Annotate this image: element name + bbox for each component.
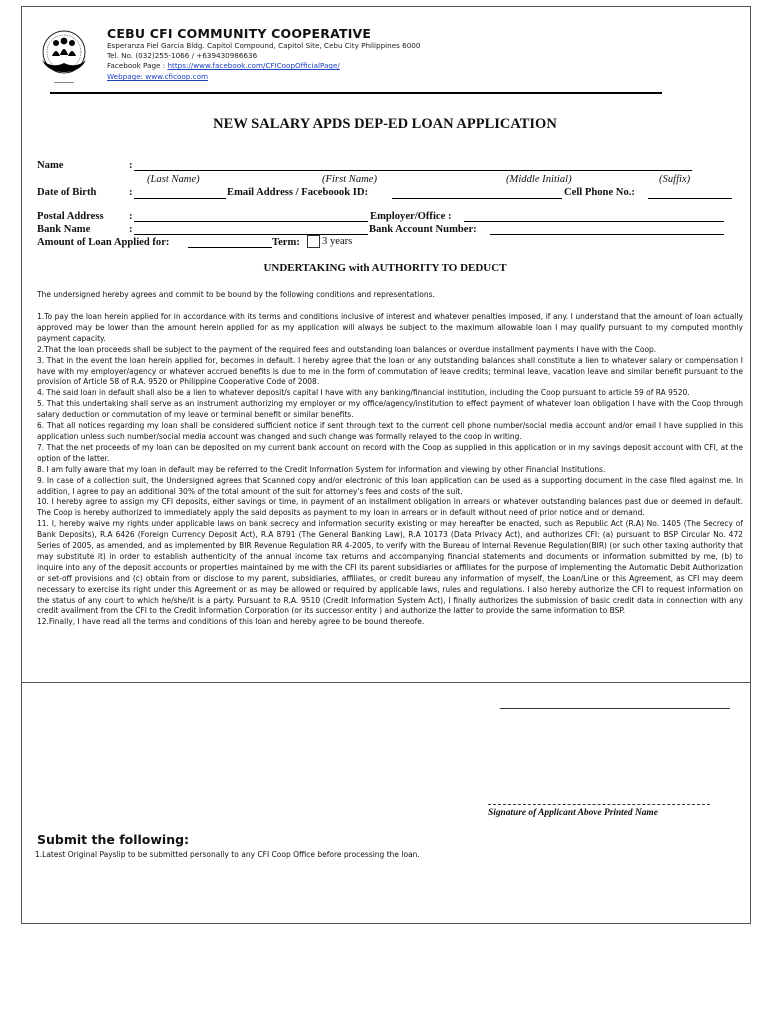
first-name-caption: (First Name) bbox=[322, 174, 378, 185]
term-label: Term: bbox=[272, 237, 300, 248]
cooperative-logo-icon bbox=[34, 26, 94, 90]
middle-initial-caption: (Middle Initial) bbox=[506, 174, 572, 185]
cell-phone-label: Cell Phone No.: bbox=[564, 187, 635, 198]
term-item: 12.Finally, I have read all the terms and conditions of this loan and hereby agree to be bound thereofe. bbox=[37, 617, 425, 627]
postal-address-label: Postal Address bbox=[37, 211, 104, 222]
signature-label: Signature of Applicant Above Printed Name bbox=[488, 808, 658, 818]
email-field[interactable] bbox=[392, 198, 562, 199]
cell-phone-field[interactable] bbox=[648, 198, 732, 199]
term-item: 2.That the loan proceeds shall be subject to the payment of the required fees and outstanding loan balances or overdue installment payments I have with the Coop. bbox=[37, 344, 657, 354]
term-item: 6. That all notices regarding my loan shall be considered sufficient notice if sent through text to the current cell phone number/social media account and/or email I have supplied in this application unless such number/social media account was changed and such change was formally relayed to the coop in writing. bbox=[37, 421, 743, 441]
loan-amount-label: Amount of Loan Applied for: bbox=[37, 237, 170, 248]
facebook-line bbox=[107, 61, 340, 70]
webpage-link[interactable]: Webpage: www.cficoop.com bbox=[107, 72, 209, 81]
facebook-link[interactable]: https://www.facebook.com/CFICoopOfficialPage/ bbox=[167, 61, 340, 70]
dob-label: Date of Birth bbox=[37, 187, 97, 198]
bank-account-field[interactable] bbox=[490, 234, 724, 235]
dob-field[interactable] bbox=[134, 198, 226, 199]
bank-name-colon: : bbox=[129, 224, 133, 235]
term-item: 9. In case of a collection suit, the Undersigned agrees that Scanned copy and/or electronic of this loan application can be used as a supporting document in the case filed against me. In addition, I agree to pay an additional 30% of the total amount of the suit for attorney's fees and costs of the suit. bbox=[37, 475, 743, 496]
email-label: Email Address / Faceboook ID: bbox=[227, 187, 369, 198]
postal-address-field[interactable] bbox=[134, 221, 368, 222]
bank-name-field[interactable] bbox=[134, 234, 368, 235]
facebook-label: Facebook Page : bbox=[107, 61, 168, 70]
name-colon: : bbox=[129, 160, 133, 171]
dob-colon: : bbox=[129, 187, 133, 198]
term-item: 5. That this undertaking shall serve as an instrument authorizing my employer or my office/agency/institution to effect payment of whatever loan obligation I have with the Coop through salary deduction or commutation of my leave or terminal benefit or similar benefits. bbox=[37, 399, 743, 420]
postal-colon: : bbox=[129, 211, 133, 222]
term-item: 10. I hereby agree to assign my CFI deposits, either savings or time, in payment of an installment obligation in arrears or whatever outstanding balances past due or deemed in default. The Coop is hereby authorized to immediately apply the said deposits as payment to my loan in arrears or in default without need of prior notice and or demand. bbox=[37, 497, 743, 518]
name-label: Name bbox=[37, 160, 64, 171]
org-address: Esperanza Fiel Garcia Bldg. Capitol Compound, Capitol Site, Cebu City Philippines 6000 bbox=[107, 41, 421, 50]
loan-amount-field[interactable] bbox=[188, 247, 272, 248]
term-item: 11. I, hereby waive my rights under applicable laws on bank secrecy and information security existing or may hereafter be enacted, such as Republic Act (R.A) No. 1405 (The Secrecy of Bank Deposits), R.A 6426 (Foreign Currency Deposit Act), R.A 8791 (The General Banking Law), R.A 10173 (Data Privacy Act), and authorizes CFI: (a) pursuant to BSP Circular No. 472 Series of 2005, as amended, and as implemented by BIR Revenue Regulation RR 4-2005, to verify with the Bureau of Internal Revenue Regulation(BIR) (or such other taxing authority that may substitute it) in order to establish authenticity of the annual income tax returns and accompanying financial statements and documents or information submitted by me, (b) to inquire into any of the deposit accounts or properties maintained by me with the CFI its parent subsidiaries or affiliates for the purpose of implementing the Automatic Debit Authorization or set-off provisions and (c) obtain from or disclose to my parent, subsidiaries, affiliates, or credit bureau any information of myself, the Loan/Line or this Agreement, as CFI may deem necessary to exercise its right under this Agreement or as may be allowed or required by applicable laws, rules and regulations. I also hereby authorize the CFI to request information on the status of any court to which he/she/it is a party. Pursuant to R.A. 9510 (Credit Information System Act), I finally authorizes the submission of basic credit data in connection with any credit availment from the CFI to the Credit Information Corporation (or its successor entity ) and authorize the latter to provide the same information to BSP. bbox=[37, 519, 743, 616]
term-option-label: 3 years bbox=[322, 236, 353, 247]
term-item: 3. That in the event the loan herein applied for, becomes in default. I hereby agree that the loan or any outstanding balances shall constitute a lien to whatever salary or compensation I have with my employer/agency or whatever accrued benefits is due to me in the form of commutation of leave credits; terminal leave, vacation leave and similar benefit pursuant to the provision of Article 58 of R.A. 9520 or Philippine Cooperative Code of 2008. bbox=[37, 355, 743, 387]
terms-list bbox=[37, 312, 743, 628]
bank-account-label: Bank Account Number: bbox=[369, 224, 477, 235]
org-telephone: Tel. No. (032)255-1066 / +639430986636 bbox=[107, 51, 258, 60]
last-name-caption: (Last Name) bbox=[147, 174, 200, 185]
submit-title: Submit the following: bbox=[37, 832, 190, 847]
employer-label: Employer/Office : bbox=[370, 211, 452, 222]
org-name: CEBU CFI COMMUNITY COOPERATIVE bbox=[107, 26, 372, 41]
term-checkbox[interactable] bbox=[307, 235, 320, 248]
term-item: 8. I am fully aware that my loan in default may be referred to the Credit Information System for information and viewing by other Financial Institutions. bbox=[37, 464, 606, 474]
term-item: 7. That the net proceeds of my loan can be deposited on my current bank account on record with the Coop as supplied in this application or in my savings deposit account with CFI, at the option of the latter. bbox=[37, 442, 743, 463]
undertaking-title: UNDERTAKING with AUTHORITY TO DEDUCT bbox=[263, 262, 507, 274]
section-divider bbox=[21, 682, 751, 683]
suffix-caption: (Suffix) bbox=[659, 174, 691, 185]
signature-field[interactable] bbox=[488, 804, 710, 805]
term-item: 1.To pay the loan herein applied for in accordance with its terms and conditions inclusive of interest and whatever penalties imposed, if any. I understand that the amount of loan actually approved may be lower than the amount herein applied for as my application will always be subject to the maximum allowable loan I may qualify pursuant to my computed monthly payment capacity. bbox=[37, 312, 743, 343]
undertaking-intro: The undersigned hereby agrees and commit to be bound by the following conditions and representations. bbox=[37, 290, 435, 299]
bank-name-label: Bank Name bbox=[37, 224, 91, 235]
header-divider bbox=[50, 92, 662, 94]
term-item: 4. The said loan in default shall also be a lien to whatever deposit/s capital I have with any banking/financial institution, including the Coop pursuant to article 59 of RA 9520. bbox=[37, 388, 690, 398]
upper-signature-rule bbox=[500, 708, 730, 709]
submit-item: 1.Latest Original Payslip to be submitted personally to any CFI Coop Office before processing the loan. bbox=[35, 850, 420, 859]
name-field[interactable] bbox=[134, 170, 692, 171]
employer-field[interactable] bbox=[464, 221, 724, 222]
page-title: NEW SALARY APDS DEP-ED LOAN APPLICATION bbox=[213, 116, 557, 132]
